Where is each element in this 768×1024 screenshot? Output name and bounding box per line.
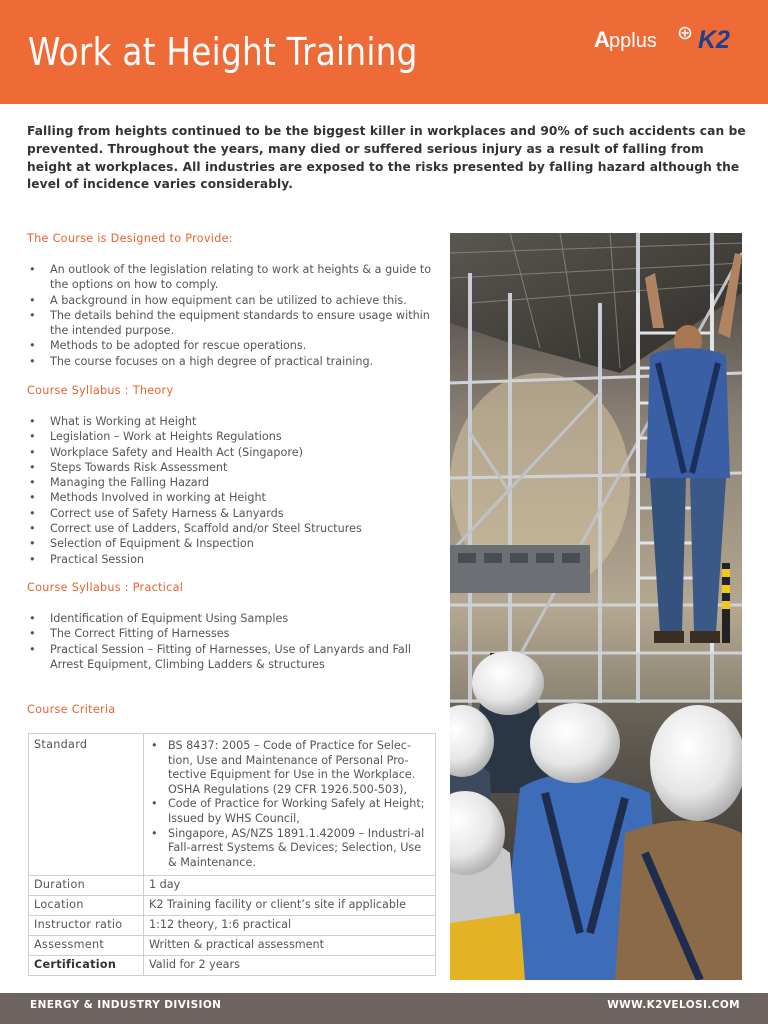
list-item: • Practical Session – Fitting of Harnesses, Use of Lanyards and Fall Arrest Equipment, Climbing Ladders & structures <box>27 642 435 673</box>
list-item: • Singapore, AS/NZS 1891.1.42009 – Industri-al Fall-arrest Systems & Devices; Selection, Use & Maintenance. <box>149 827 430 871</box>
page-title: Work at Height Training <box>28 30 418 74</box>
list-item: • Methods Involved in working at Height <box>27 490 435 505</box>
list-item: • Steps Towards Risk Assessment <box>27 460 435 475</box>
course-design-heading: The Course is Designed to Provide: <box>27 232 233 245</box>
standard-label: Standard <box>29 734 144 876</box>
table-row <box>29 876 436 896</box>
table-row <box>29 734 436 876</box>
intro-paragraph: Falling from heights continued to be the biggest killer in workplaces and 90% of such accidents can be prevented. Throughout the years, many died or suffered serious injury as a result of falling from height at workplaces. All industries are exposed to the risks presented by falling hazard although the level of incidence varies considerably. <box>27 124 746 192</box>
applus-k2-logo <box>594 26 746 54</box>
table-row <box>29 896 436 916</box>
list-item: • The Correct Fitting of Harnesses <box>27 626 435 641</box>
list-item: • Workplace Safety and Health Act (Singapore) <box>27 445 435 460</box>
certification-value: Valid for 2 years <box>144 956 436 976</box>
list-item: • What is Working at Height <box>27 414 435 429</box>
standard-value <box>144 734 436 876</box>
division-label: ENERGY & INDUSTRY DIVISION <box>30 999 222 1011</box>
instructor-ratio-label: Instructor ratio <box>29 916 144 936</box>
location-value: K2 Training facility or client’s site if applicable <box>144 896 436 916</box>
duration-label: Duration <box>29 876 144 896</box>
list-item: • The course focuses on a high degree of practical training. <box>27 354 435 369</box>
table-row <box>29 916 436 936</box>
list-item: • Selection of Equipment & Inspection <box>27 536 435 551</box>
list-item: • Code of Practice for Working Safely at Height; Issued by WHS Council, <box>149 797 430 826</box>
table-row <box>29 936 436 956</box>
instructor-ratio-value: 1:12 theory, 1:6 practical <box>144 916 436 936</box>
svg-text:A: A <box>594 27 610 52</box>
list-item: • Correct use of Safety Harness & Lanyards <box>27 506 435 521</box>
certification-label: Certification <box>29 956 144 976</box>
table-row <box>29 956 436 976</box>
course-design-list <box>27 262 435 369</box>
list-item: • Methods to be adopted for rescue operations. <box>27 338 435 353</box>
footer-bar <box>0 993 768 1024</box>
list-item: • Managing the Falling Hazard <box>27 475 435 490</box>
list-item: • Identification of Equipment Using Samples <box>27 611 435 626</box>
syllabus-practical-heading: Course Syllabus : Practical <box>27 581 184 594</box>
course-criteria-heading: Course Criteria <box>27 703 116 716</box>
list-item: • An outlook of the legislation relating to work at heights & a guide to the options on how to comply. <box>27 262 435 293</box>
course-criteria-table <box>28 733 436 976</box>
list-item: • A background in how equipment can be utilized to achieve this. <box>27 293 435 308</box>
assessment-value: Written & practical assessment <box>144 936 436 956</box>
syllabus-practical-list <box>27 611 435 672</box>
svg-text:K2: K2 <box>698 26 730 54</box>
assessment-label: Assessment <box>29 936 144 956</box>
list-item: • The details behind the equipment standards to ensure usage within the intended purpose. <box>27 308 435 339</box>
duration-value: 1 day <box>144 876 436 896</box>
list-item: • BS 8437: 2005 – Code of Practice for Selec-tion, Use and Maintenance of Personal Pro-tective Equipment for Use in the Workplace. OSHA Regulations (29 CFR 1926.500-503), <box>149 739 430 797</box>
location-label: Location <box>29 896 144 916</box>
list-item: • Correct use of Ladders, Scaffold and/or Steel Structures <box>27 521 435 536</box>
website-link[interactable]: WWW.K2VELOSI.COM <box>607 999 740 1011</box>
syllabus-theory-heading: Course Syllabus : Theory <box>27 384 174 397</box>
svg-text:pplus: pplus <box>609 30 657 52</box>
training-photo <box>450 233 742 980</box>
list-item: • Legislation – Work at Heights Regulations <box>27 429 435 444</box>
list-item: • Practical Session <box>27 552 435 567</box>
syllabus-theory-list <box>27 414 435 567</box>
header-banner <box>0 0 768 104</box>
